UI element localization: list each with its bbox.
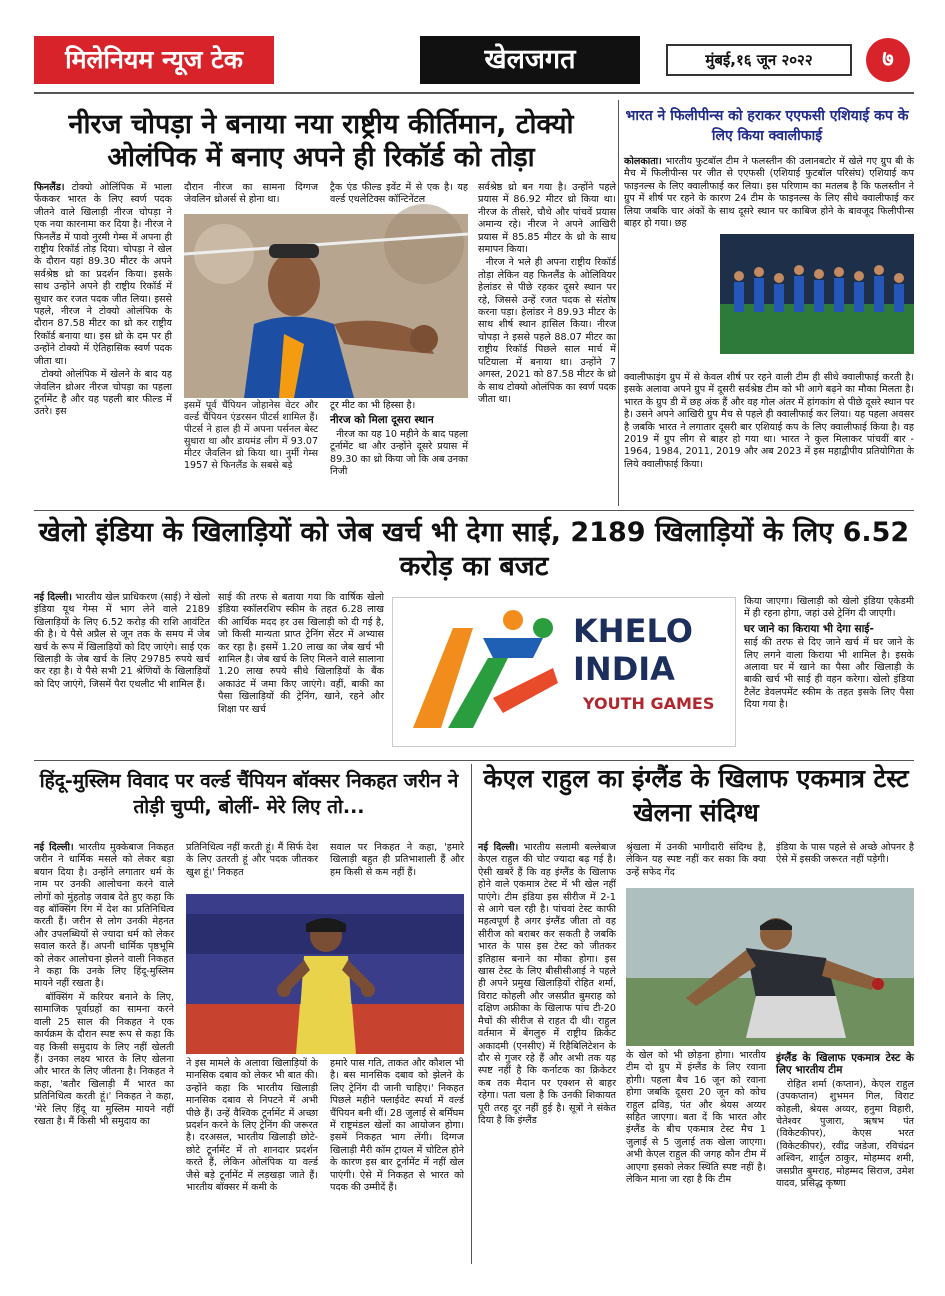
khelo-india-logo <box>392 597 736 747</box>
khelo-col1: नई दिल्ली। भारतीय खेल प्राधिकरण (साई) ने खेलो इंडिया यूथ गेम्स में भाग लेने वाले 2189 खिलाड़ियों के लिए 6.52 करोड़ की राशि आवंटित की है। ये पैसे अप्रैल से जून तक के समय में जेब खर्च के रूप में खिलाड़ियों को दिए जाएंगे। साई एक खिलाड़ी के जेब खर्च के लिए 29785 रुपये खर्च कर रहा है। ये पैसे सभी 21 श्रेणियों के खिलाड़ियों को दिए जाएंगे, जिसमें पैरा एथलीट भी शामिल हैं। <box>34 592 210 690</box>
rahul-squad: रोहित शर्मा (कप्तान), केएल राहुल (उपकप्तान) शुभमन गिल, विराट कोहली, श्रेयस अय्यर, हनुमा विहारी, चेतेश्वर पुजारा, ऋषभ पंत (विकेटकीपर), केएस भरत (विकेटकीपर), रवींद्र जडेजा, रविचंद्रन अश्विन, शार्दुल ठाकुर, मोहम्मद शमी, जसप्रीत बुमराह, मोहम्मद सिराज, उमेश यादव, प्रसिद्ध कृष्णा <box>776 1078 914 1190</box>
afc-intro: भारतीय फुटबॉल टीम ने फलस्तीन की उलानबटोर में खेले गए ग्रुप बी के मैच में फिलीपीन्स पर जीत से एएफसी (एशियाई फुटबॉल परिसंघ) एशियाई कप फाइनल्स के लिए क्वालीफाई कर लिया। इस परिणाम का मतलब है कि फलस्तीन ने ग्रुप में शीर्ष पर रहने के कारण 24 टीम के फाइनल्स के लिए सीधे क्वालीफाई कर लिया जबकि चार अंकों के साथ दूसरे स्थान पर काबिज होने के बावजूद फिलीपीन्स बाहर हो गया। छह <box>624 156 914 230</box>
neeraj-headline: नीरज चोपड़ा ने बनाया नया राष्ट्रीय कीर्तिमान, टोक्यो ओलंपिक में बनाए अपने ही रिकॉर्ड को तोड़ा <box>68 109 574 173</box>
logo-line1: KHELO <box>573 612 693 650</box>
column-divider <box>618 100 619 506</box>
athlete-illustration <box>184 214 468 398</box>
nikhat-photo <box>186 894 464 1054</box>
afc-dateline: कोलकाता। <box>624 156 662 167</box>
page-number: ७ <box>866 38 910 82</box>
neeraj-photo-caption: इसमें पूर्व चैंपियन जोहानेस वेटर और वर्ल्ड चैंपियन एंडरसन पीटर्स शामिल हैं। पीटर्स ने हाल ही में अपना पर्सनल बेस्ट सुधारा था और डायमंड लीग में 93.07 मीटर जैवलिन थ्रो किया था। नुर्मी गेम्स 1957 से फिनलैंड के सबसे बड़े <box>184 400 318 471</box>
neeraj-subhead: नीरज को मिला दूसरा स्थान <box>330 414 434 427</box>
neeraj-col3-top: ट्रैक एंड फील्ड इवेंट में से एक है। यह वर्ल्ड एथलेटिक्स कॉन्टिनेंटल <box>330 182 468 206</box>
rahul-col3-top: इंडिया के पास पहले से अच्छे ओपनर है ऐसे में इसकी जरूरत नहीं पड़ेगी। <box>776 842 914 866</box>
nikhat-dateline: नई दिल्ली। <box>34 842 74 853</box>
neeraj-col3-bottom: टूर मीट का भी हिस्सा है। नीरज को मिला दूसरा स्थान नीरज का यह 10 महीने के बाद पहला टूर्नामेंट था और उन्होंने दूसरे प्रयास में 89.30 का थ्रो किया जो कि अब उनका निजी <box>330 400 468 478</box>
boxer-illustration <box>186 894 464 1054</box>
nikhat-col3-bottom: हमारे पास गति, ताकत और कौशल भी है। बस मानसिक दबाव को झेलने के लिए ट्रेनिंग दी जानी चाहिए।' निकहत पिछले महीने फ्लाईवेट स्पर्धा में वर्ल्ड चैंपियन बनी थीं। 28 जुलाई से बर्मिंघम में राष्ट्रमंडल खेलों का आयोजन होगा। इसमें निकहत भाग लेंगी। दिग्गज खिलाड़ी मैरी कॉम ट्रायल में चोटिल होने के कारण इस बार टूर्नामेंट में नहीं खेल पाएंगी। ऐसे में निकहत से भारत को पदक की उम्मीदें हैं। <box>330 1058 464 1194</box>
neeraj-javelin-photo <box>184 214 468 398</box>
rahul-headline: केएल राहुल का इंग्लैंड के खिलाफ एकमात्र टेस्ट खेलना संदिग्ध <box>483 764 909 827</box>
rahul-col2-top: श्रृंखला में उनकी भागीदारी संदिग्ध है, लेकिन यह स्पष्ट नहीं कर सका कि क्या उन्हें सफेद गेंद <box>626 842 766 878</box>
nikhat-col3-top: सवाल पर निकहत ने कहा, 'हमारे खिलाड़ी बहुत ही प्रतिभाशाली हैं और हम किसी से कम नहीं हैं। <box>330 842 464 878</box>
khelo-subhead: घर जाने का किराया भी देगा साई- <box>744 622 874 635</box>
rahul-col2-bottom: के खेल को भी छोड़ना होगा। भारतीय टीम दो ग्रुप में इंग्लैंड के लिए रवाना होगी। पहला बैच 16 जून को रवाना होगा जबकि दूसरा 20 जून को कोच राहुल द्रविड़, पंत और श्रेयस अय्यर सहित जाएगा। बता दें कि भारत और इंग्लैंड के बीच एकमात्र टेस्ट मैच 1 जुलाई से 5 जुलाई तक खेला जाएगा। अभी केएल राहुल की जगह कौन टीम में आएगा इसको लेकर स्थिति स्पष्ट नहीं है। लेकिन माना जा रहा है कि टीम <box>626 1050 766 1186</box>
masthead <box>34 36 914 84</box>
neeraj-dateline: फिनलैंड। <box>34 182 65 193</box>
afc-team-photo <box>720 234 914 354</box>
section-divider <box>34 510 914 511</box>
rahul-col1: नई दिल्ली। भारतीय सलामी बल्लेबाज केएल राहुल की चोट ज्यादा बढ़ गई है। ऐसी खबरें हैं कि वह इंग्लैंड के खिलाफ होने वाले एकमात्र टेस्ट में भी खेल नहीं पाएंगे। टीम इंडिया इस सीरीज में 2-1 से आगे चल रही है। पांचवां टेस्ट काफी महत्वपूर्ण है अगर इंग्लैंड जीता तो वह सीरीज को बराबर कर सकती है जबकि भारत के पास इस टेस्ट को जीतकर इतिहास बनाने का मौका होगा। इस खास टेस्ट के लिए बीसीसीआई ने पहले ही अपने प्रमुख खिलाड़ियों रोहित शर्मा, विराट कोहली और जसप्रीत बुमराह को दक्षिण अफ्रीका के खिलाफ पांच टी-20 मैचों की सीरीज से राहत दी थी। राहुल वर्तमान में बेंगलुरु में राष्ट्रीय क्रिकेट अकादमी (एनसीए) में रिहैबिलिटेशन के दौर से गुजर रहे हैं और अभी तक यह स्पष्ट नहीं है कि कर्नाटक का क्रिकेटर कब तक मैदान पर एक्शन से बाहर रहेगा। पता चला है कि उनकी शिकायत पूरी तरह दूर नहीं हुई है। सूत्रों ने संकेत दिया है कि इंग्लैंड <box>478 842 616 1126</box>
khelo-col3: किया जाएगा। खिलाड़ी को खेलो इंडिया एकेडमी में ही रहना होगा, जहां उसे ट्रेनिंग दी जाएगी। घर जाने का किराया भी देगा साई- साई की तरफ से दिए जाने खर्च में घर जाने के लिए लगने वाला किराया भी शामिल है। इसके अलावा घर में खाने का पैसा और खिलाड़ी के बाकी खर्च भी साई ही वहन करेगा। खेलो इंडिया टैलेंट डेवलपमेंट स्कीम के तहत इसके लिए पैसा दिया गया है। <box>744 596 914 711</box>
newspaper-brand: मिलेनियम न्यूज टेक <box>34 36 274 84</box>
section-divider-2 <box>34 760 914 761</box>
rahul-dateline: नई दिल्ली। <box>478 842 519 853</box>
nikhat-col2-bottom: ने इस मामले के अलावा खिलाड़ियों के मानसिक दबाव को लेकर भी बात की। उन्होंने कहा कि भारतीय खिलाड़ी मानसिक दबाव से निपटने में अभी पीछे हैं। उन्हें वैश्विक टूर्नामेंट में अच्छा प्रदर्शन करने के लिए ट्रेनिंग की जरूरत है। दरअसल, भारतीय खिलाड़ी छोटे-छोटे टूर्नामेंट में तो शानदार प्रदर्शन करते हैं, लेकिन ओलंपिक या वर्ल्ड जैसे बड़े टूर्नामेंट में लड़खड़ा जाते हैं। भारतीय बॉक्सर में कमी के <box>186 1058 318 1194</box>
khelo-col2: साई की तरफ से बताया गया कि वार्षिक खेलो इंडिया स्कॉलरशिप स्कीम के तहत 6.28 लाख की आर्थिक मदद हर उस खिलाड़ी को दी गई है, जो किसी मान्यता प्राप्त ट्रेनिंग सेंटर में अभ्यास कर रहा है। इसमें 1.20 लाख का जेब खर्च भी शामिल है। जेब खर्च के लिए मिलने वाले सालाना 1.20 लाख रुपये सीधे खिलाड़ियों के बैंक अकाउंट में जमा किए जाएंगे। वहीं, बाकी का पैसा खिलाड़ियों की ट्रेनिंग, खाने, रहने और शिक्षा पर खर्च <box>218 592 384 715</box>
section-title: खेलजगत <box>420 36 640 84</box>
nikhat-col2-top: प्रतिनिधित्व नहीं करती हूं। मैं सिर्फ देश के लिए उतरती हूं और पदक जीतकर खुश हूं।' निकहत <box>186 842 318 878</box>
nikhat-col1: नई दिल्ली। भारतीय मुक्केबाज निकहत जरीन ने धार्मिक मसले को लेकर बड़ा बयान दिया है। उन्होंने लगातार धर्म के नाम पर उनकी आलोचना करने वाले लोगों को मुंहतोड़ जवाब देते हुए कहा कि वह बॉक्सिंग रिंग में देश का प्रतिनिधित्व करती हैं। जरीन से लोग उनकी मेहनत और उपलब्धियों से ज्यादा धर्म को लेकर सवाल करते हैं। अपनी धार्मिक पृष्ठभूमि को लेकर आलोचना झेलने वाली निकहत ने कहा कि उनके लिए हिंदू-मुस्लिम मायने नहीं रखता है। बॉक्सिंग में करियर बनाने के लिए, सामाजिक पूर्वाग्रहों का सामना करने वाली 25 साल की निकहत ने एक कार्यक्रम के दौरान स्पष्ट रूप से कहा कि वह किसी समुदाय के लिए नहीं खेलती हैं। उनका लक्ष्य भारत के लिए खेलना और भारत के लिए जीतना है। निकहत ने कहा, 'बतौर खिलाड़ी मैं भारत का प्रतिनिधित्व करती हूं।' निकहत ने कहा, 'मेरे लिए हिंदू या मुस्लिम मायने नहीं रखता है। मैं किसी भी समुदाय का <box>34 842 174 1127</box>
rahul-squad-subhead: इंग्लैंड के खिलाफ एकमात्र टेस्ट के लिए भारतीय टीम <box>776 1052 914 1077</box>
afc-headline: भारत ने फिलीपीन्स को हराकर एएफसी एशियाई कप के लिए किया क्वालीफाई <box>625 108 909 144</box>
rahul-photo <box>626 888 914 1046</box>
afc-body: क्वालीफाइंग ग्रुप में से केवल शीर्ष पर रहने वाली टीम ही सीधे क्वालीफाई करती है। इसके अलावा अपने ग्रुप में दूसरी सर्वश्रेष्ठ टीम को भी आगे बढ़ने का मौका मिलता है। भारत के ग्रुप डी में छह अंक हैं और वह गोल अंतर में हांगकांग से पीछे दूसरे स्थान पर है। उसने अपने आखिरी ग्रुप मैच से पहले ही क्वालीफाई कर लिया। यह पहला अवसर है जबकि भारत ने लगातार दूसरी बार एशियाई कप के लिए क्वालीफाई किया है। वह 2019 में ग्रुप लीग से बाहर हो गया था। भारत ने कुल मिलाकर पांचवीं बार - 1964, 1984, 2011, 2019 और अब 2023 में इस महाद्वीपीय प्रतियोगिता के लिये क्वालीफाई किया। <box>624 372 914 470</box>
khelo-headline: खेलो इंडिया के खिलाड़ियों को जेब खर्च भी देगा साई, 2189 खिलाड़ियों के लिए 6.52 करोड़ का बजट <box>38 517 910 582</box>
football-team-illustration <box>720 234 914 354</box>
column-divider-2 <box>471 764 472 1264</box>
neeraj-col2-top: दौरान नीरज का सामना दिग्गज जेवलिन थ्रोअर्स से होना था। <box>184 182 318 206</box>
cricketer-illustration <box>626 888 914 1046</box>
issue-date: मुंबई,१६ जून २०२२ <box>666 44 852 76</box>
logo-line3: YOUTH GAMES <box>583 694 715 713</box>
neeraj-col1: फिनलैंड। टोक्यो ओलिंपिक में भाला फेंककर भारत के लिए स्वर्ण पदक जीतने वाले खिलाड़ी नीरज चोपड़ा ने एक नया कारनामा कर दिया है। नीरज ने फिनलैंड में पावो नुरमी गेम्स में अपना ही राष्ट्रीय रिकॉर्ड तोड़ दिया। चोपड़ा ने खेल के दौरान यहां 89.30 मीटर के अपने सर्वश्रेष्ठ थ्रो का प्रदर्शन किया। इसके साथ उन्होंने अपने ही राष्ट्रीय रिकॉर्ड में सुधार कर रजत पदक जीत लिया। इससे पहले, नीरज ने टोक्यो ओलंपिक के दौरान 87.58 मीटर का थ्रो कर राष्ट्रीय रिकॉर्ड बनाया था। इस थ्रो के दम पर ही उन्होंने टोक्यो में ऐतिहासिक स्वर्ण पदक जीता था। टोक्यो ओलंपिक में खेलने के बाद यह जेवलिन थ्रोअर नीरज चोपड़ा का पहला टूर्नामेंट है और यह पहली बार फील्ड में उतरे। इस <box>34 182 172 418</box>
masthead-rule <box>34 92 914 94</box>
rahul-col3-bottom <box>776 1050 914 1262</box>
khelo-dateline: नई दिल्ली। <box>34 592 73 603</box>
logo-line2: INDIA <box>573 650 675 688</box>
nikhat-headline: हिंदू-मुस्लिम विवाद पर वर्ल्ड चैंपियन बॉक्सर निकहत जरीन ने तोड़ी चुप्पी, बोलीं- मेरे लिए तो... <box>39 770 459 818</box>
afc-intro-top <box>624 156 914 230</box>
neeraj-col4: सर्वश्रेष्ठ थ्रो बन गया है। उन्होंने पहले प्रयास में 86.92 मीटर थ्रो किया था। नीरज के तीसरे, चौथे और पांचवें प्रयास अमान्य रहे। नीरज ने अपने आखिरी प्रयास में 85.85 मीटर के थ्रो के साथ समापन किया। नीरज ने भले ही अपना राष्ट्रीय रिकॉर्ड तोड़ा लेकिन वह फिनलैंड के ओलिवियर हेलांडर से पीछे रहकर दूसरे स्थान पर रहे, जिससे उन्हें रजत पदक से संतोष करना पड़ा। हेलांडर ने 89.93 मीटर के साथ शीर्ष स्थान हासिल किया। नीरज चोपड़ा ने इससे पहले 88.07 मीटर का राष्ट्रीय रिकॉर्ड पिछले साल मार्च में पटियाला में बनाया था। उन्होंने 7 अगस्त, 2021 को 87.58 मीटर के थ्रो के साथ टोक्यो ओलंपिक का स्वर्ण पदक जीता था। <box>478 182 616 405</box>
